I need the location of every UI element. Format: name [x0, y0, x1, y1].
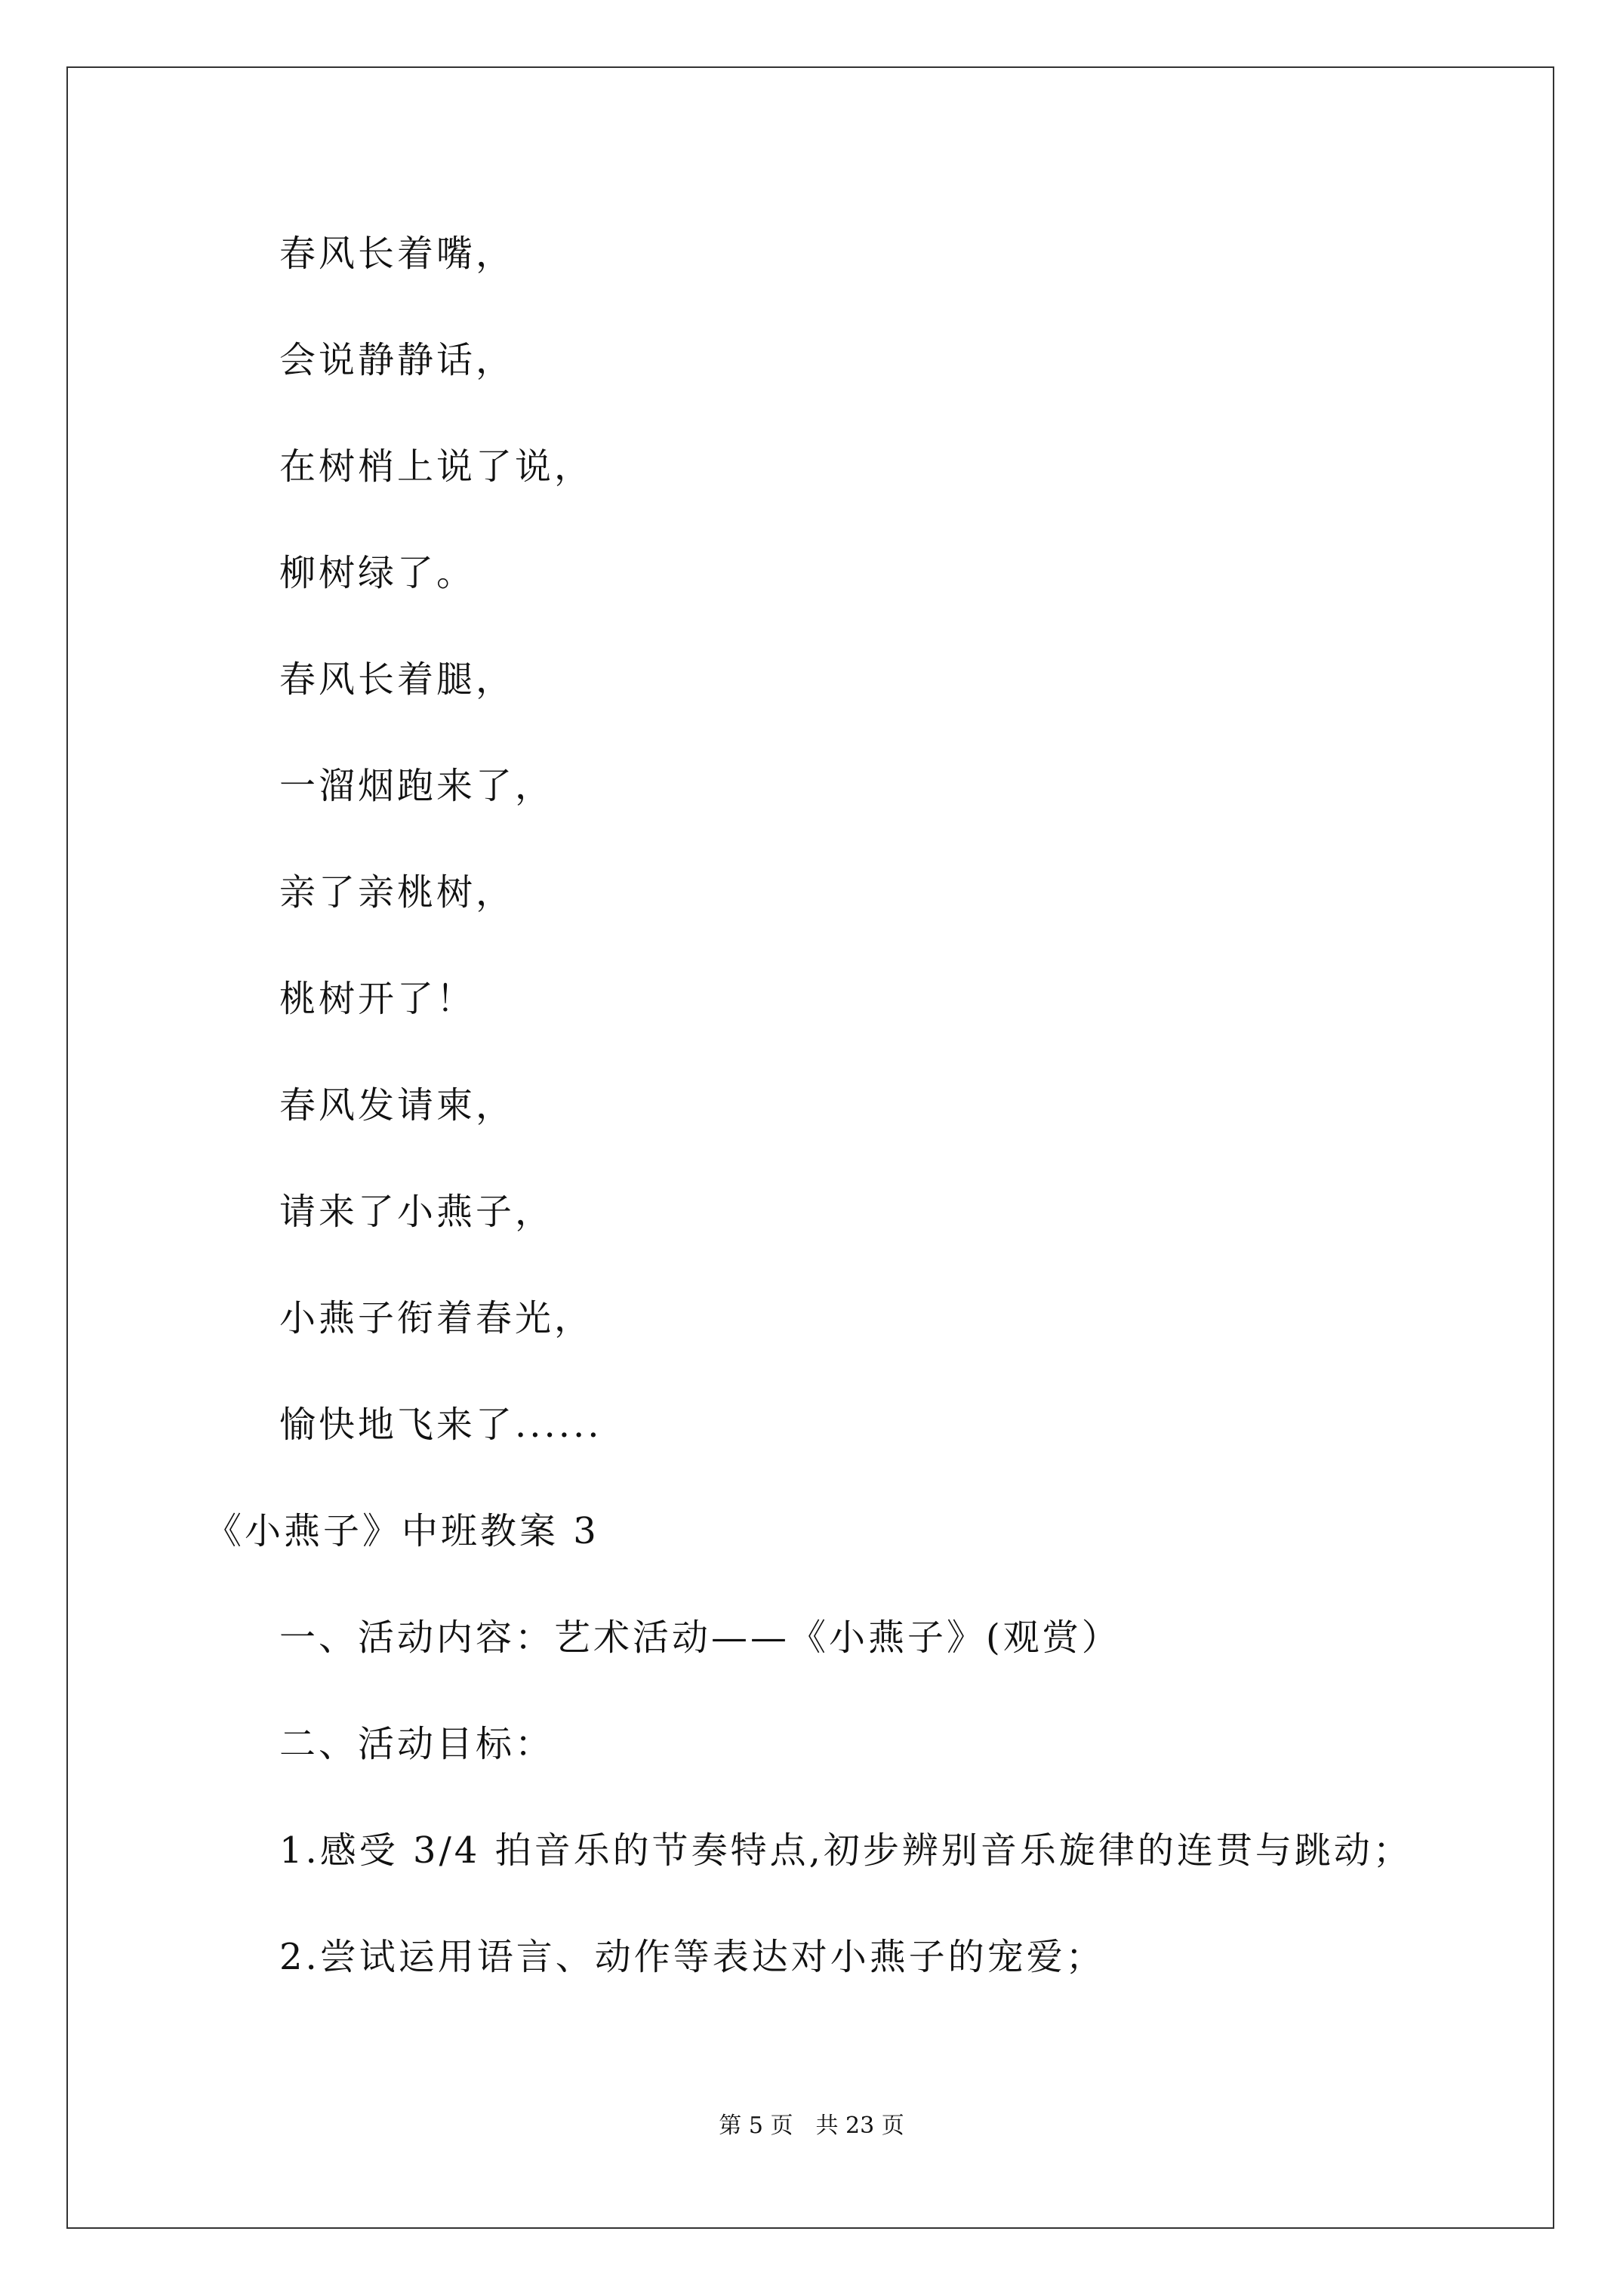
activity-content: 一、活动内容：艺术活动——《小燕子》(观赏）: [279, 1616, 1121, 1659]
poem-line-10: 请来了小燕子，: [279, 1191, 555, 1233]
poem-line-5: 春风长着腿，: [279, 658, 516, 701]
page-border: [66, 66, 1554, 2229]
poem-line-2: 会说静静话，: [279, 339, 516, 381]
poem-line-11: 小燕子衔着春光，: [279, 1297, 594, 1339]
poem-line-8: 桃树开了！: [279, 978, 476, 1020]
poem-line-1: 春风长着嘴，: [279, 233, 516, 275]
poem-line-7: 亲了亲桃树，: [279, 871, 516, 914]
poem-line-3: 在树梢上说了说，: [279, 445, 594, 488]
poem-line-4: 柳树绿了。: [279, 552, 476, 594]
poem-line-12: 愉快地飞来了......: [279, 1404, 602, 1446]
page-footer: 第 5 页 共 23 页: [719, 2113, 904, 2139]
poem-line-9: 春风发请柬，: [279, 1084, 516, 1126]
activity-goal-2: 2.尝试运用语言、动作等表达对小燕子的宠爱；: [279, 1936, 1105, 1978]
activity-goals-heading: 二、活动目标：: [279, 1723, 555, 1765]
poem-line-6: 一溜烟跑来了，: [279, 765, 555, 807]
section-heading: 《小燕子》中班教案 3: [205, 1510, 599, 1552]
activity-goal-1: 1.感受 3/4 拍音乐的节奏特点,初步辨别音乐旋律的连贯与跳动；: [279, 1829, 1412, 1872]
